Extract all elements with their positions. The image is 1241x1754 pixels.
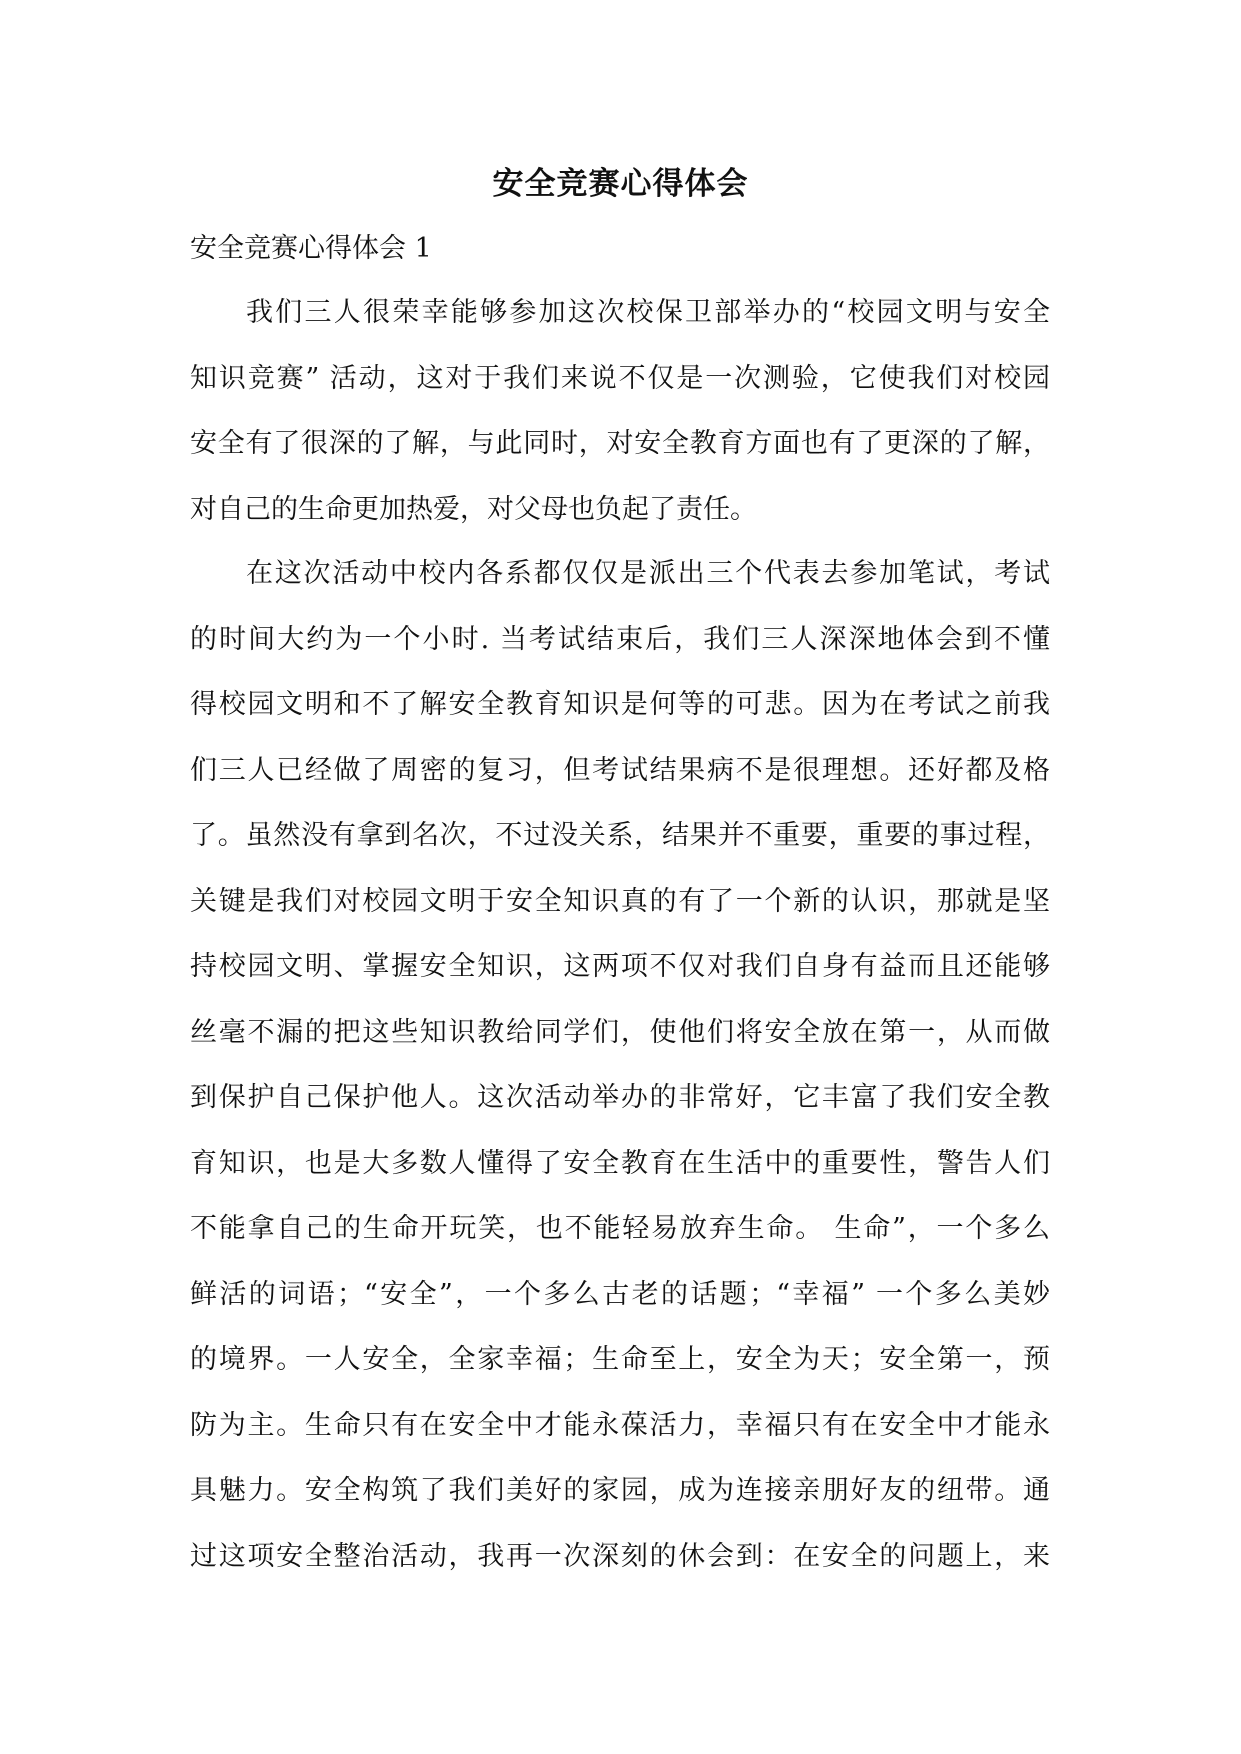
paragraph-line: 关键是我们对校园文明于安全知识真的有了一个新的认识，那就是坚 [190,885,1050,917]
paragraph-line: 鲜活的词语；“安全”，一个多么古老的话题；“幸福” 一个多么美妙 [190,1278,1050,1310]
paragraph-line: 在这次活动中校内各系都仅仅是派出三个代表去参加笔试，考试 [246,558,1050,589]
paragraph-line: 的境界。一人安全，全家幸福；生命至上，安全为天；安全第一，预 [190,1344,1050,1375]
paragraph-line: 过这项安全整治活动，我再一次深刻的休会到：在安全的问题上，来 [190,1540,1050,1572]
paragraph-line: 持校园文明、掌握安全知识，这两项不仅对我们自身有益而且还能够 [190,951,1050,982]
paragraph-line: 育知识，也是大多数人懂得了安全教育在生活中的重要性，警告人们 [190,1147,1050,1179]
section-heading: 安全竞赛心得体会 1 [190,233,432,264]
paragraph-2 [190,541,1050,1589]
paragraph-line: 防为主。生命只有在安全中才能永葆活力，幸福只有在安全中才能永 [190,1409,1050,1441]
paragraph-line: 的时间大约为一个小时. 当考试结束后，我们三人深深地体会到不懂 [190,623,1050,655]
paragraph-line: 知识竞赛” 活动，这对于我们来说不仅是一次测验，它使我们对校园 [190,362,1050,394]
paragraph-line: 不能拿自己的生命开玩笑，也不能轻易放弃生命。 生命”，一个多么 [190,1213,1050,1244]
paragraph-line: 了。虽然没有拿到名次，不过没关系，结果并不重要，重要的事过程， [190,820,1050,851]
paragraph-line: 到保护自己保护他人。这次活动举办的非常好，它丰富了我们安全教 [190,1082,1050,1113]
paragraph-line: 对自己的生命更加热爱，对父母也负起了责任。 [190,493,757,525]
paragraph-1 [190,280,1050,542]
page-title: 安全竞赛心得体会 [492,166,749,202]
paragraph-line: 安全有了很深的了解，与此同时，对安全教育方面也有了更深的了解， [190,428,1050,459]
paragraph-line: 丝毫不漏的把这些知识教给同学们，使他们将安全放在第一，从而做 [190,1016,1050,1048]
paragraph-line: 得校园文明和不了解安全教育知识是何等的可悲。因为在考试之前我 [190,689,1050,720]
paragraph-line: 我们三人很荣幸能够参加这次校保卫部举办的“校园文明与安全 [246,297,1050,328]
paragraph-line: 具魅力。安全构筑了我们美好的家园，成为连接亲朋好友的纽带。通 [190,1475,1050,1506]
paragraph-line: 们三人已经做了周密的复习，但考试结果病不是很理想。还好都及格 [190,754,1050,786]
